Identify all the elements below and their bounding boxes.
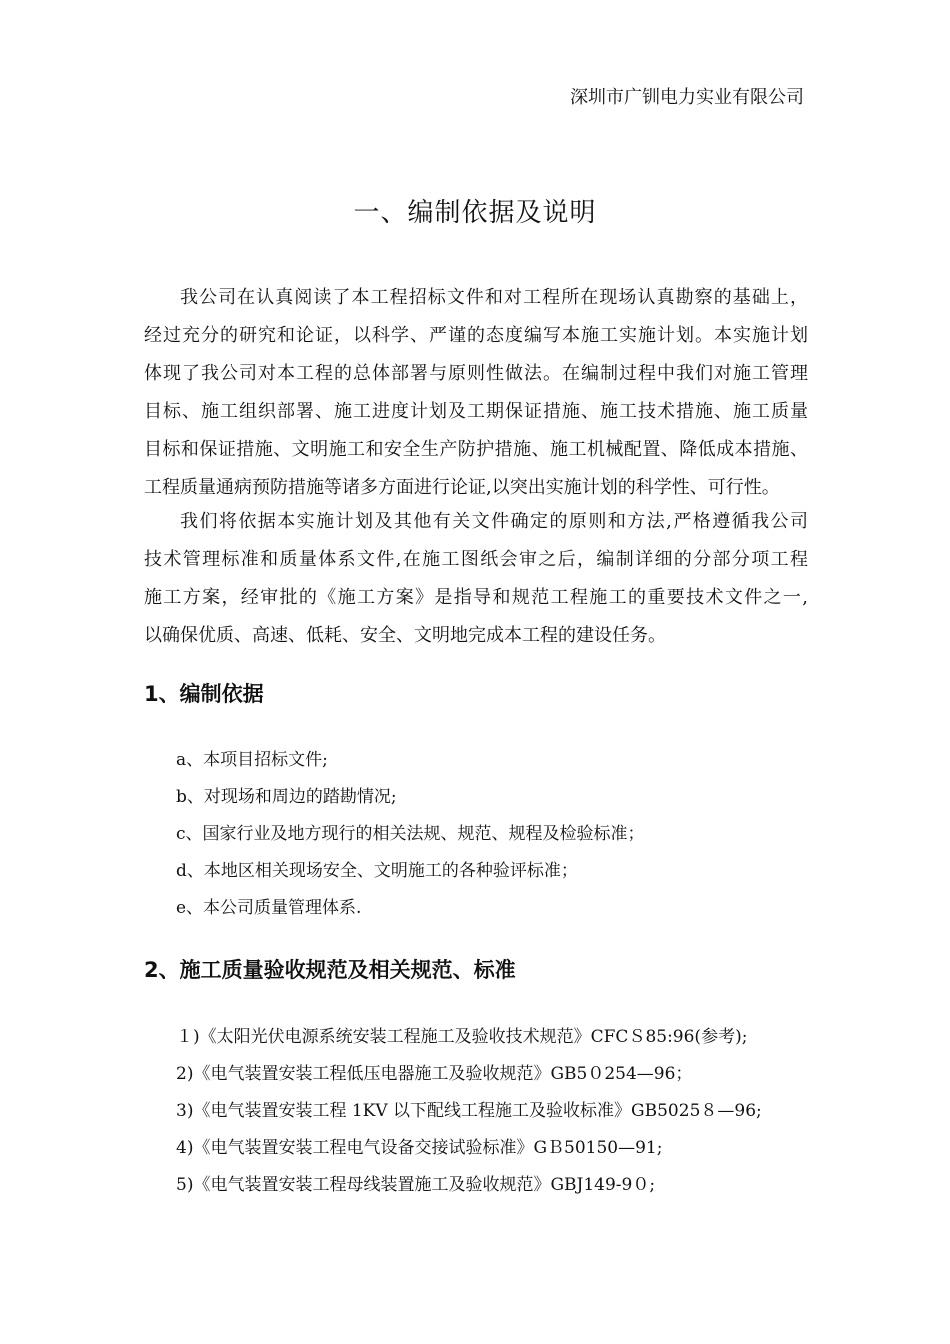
list-item: e、本公司质量管理体系. <box>176 898 362 918</box>
paragraph-line: 我们将依据本实施计划及其他有关文件确定的原则和方法,严格遵循我公司 <box>180 511 808 532</box>
list-item: c、国家行业及地方现行的相关法规、规范、规程及检验标准； <box>176 824 645 844</box>
section-heading-2: 2、施工质量验收规范及相关规范、标准 <box>144 958 516 982</box>
page-title: 一、编制依据及说明 <box>353 198 597 228</box>
paragraph-line: 施工方案，经审批的《施工方案》是指导和规范工程施工的重要技术文件之一, <box>144 587 808 608</box>
paragraph-line: 经过充分的研究和论证，以科学、严谨的态度编写本施工实施计划。本实施计划 <box>144 325 808 346</box>
intro-paragraph-2 <box>144 503 808 655</box>
paragraph-line: 目标和保证措施、文明施工和安全生产防护措施、施工机械配置、降低成本措施、 <box>144 439 808 460</box>
list-item: a、本项目招标文件; <box>176 750 328 770</box>
paragraph-line: 技术管理标准和质量体系文件,在施工图纸会审之后，编制详细的分部分项工程 <box>144 549 808 570</box>
list-item: d、本地区相关现场安全、文明施工的各种验评标准； <box>176 861 578 881</box>
paragraph-line: 工程质量通病预防措施等诸多方面进行论证,以突出实施计划的科学性、可行性。 <box>144 477 780 498</box>
intro-paragraph-1 <box>144 279 808 507</box>
list-item: １)《太阳光伏电源系统安装工程施工及验收技术规范》CFCＳ85:96(参考); <box>176 1027 748 1047</box>
basis-list <box>176 742 645 927</box>
list-item: b、对现场和周边的踏勘情况; <box>176 787 397 807</box>
list-item: 2)《电气装置安装工程低压电器施工及验收规范》GB5０254—96； <box>176 1064 693 1084</box>
paragraph-line: 以确保优质、高速、低耗、安全、文明地完成本工程的建设任务。 <box>144 625 666 646</box>
paragraph-line: 目标、施工组织部署、施工进度计划及工期保证措施、施工技术措施、施工质量 <box>144 401 808 422</box>
section-heading-1: 1、编制依据 <box>144 682 264 706</box>
list-item: 4)《电气装置安装工程电气设备交接试验标准》GＢ50150—91; <box>176 1138 663 1158</box>
list-item: 5)《电气装置安装工程母线装置施工及验收规范》GBJ149-9０; <box>176 1175 656 1195</box>
company-header: 深圳市广钏电力实业有限公司 <box>570 87 804 108</box>
paragraph-line: 我公司在认真阅读了本工程招标文件和对工程所在现场认真勘察的基础上， <box>180 287 808 308</box>
paragraph-line: 体现了我公司对本工程的总体部署与原则性做法。在编制过程中我们对施工管理 <box>144 363 808 384</box>
standards-list <box>176 1019 762 1204</box>
list-item: 3)《电气装置安装工程 1KV 以下配线工程施工及验收标准》GB5025８—96; <box>176 1101 762 1121</box>
